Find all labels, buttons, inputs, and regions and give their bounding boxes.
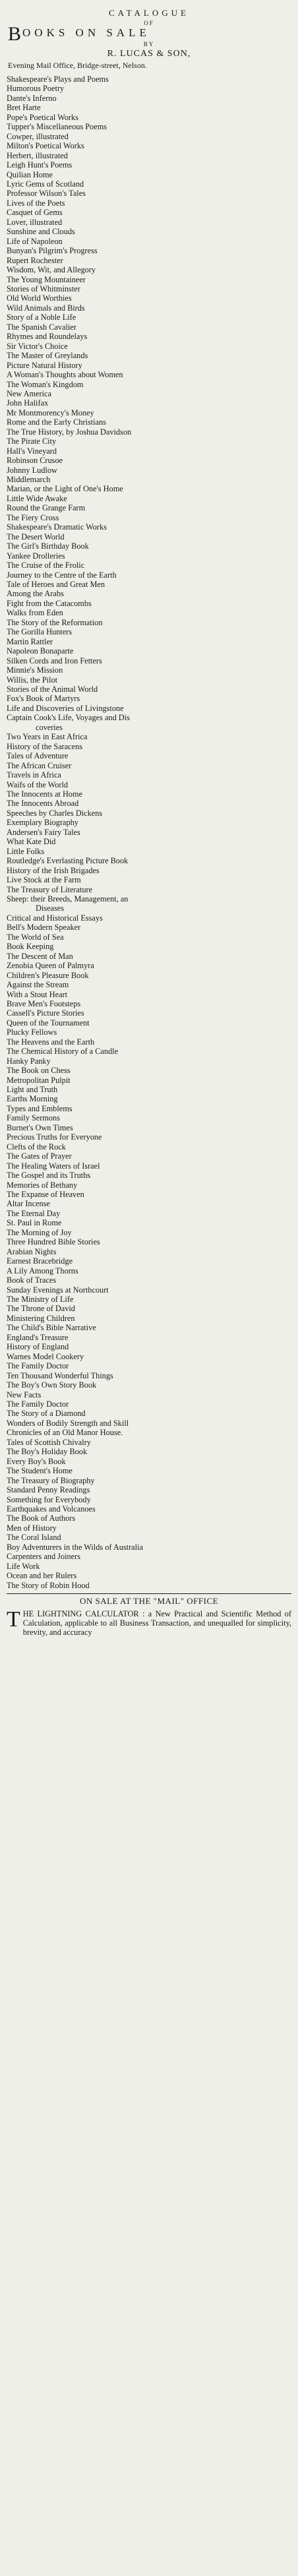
book-title: Sunday Evenings at Northcourt [7, 1285, 109, 1295]
book-title: Among the Arabs [7, 589, 64, 599]
book-title: Sheep: their Breeds, Management, an [7, 894, 129, 904]
book-title: Picture Natural History [7, 360, 82, 370]
book-title: Stories of the Animal World [7, 685, 98, 694]
book-title: Quilian Home [7, 169, 53, 179]
book-title: The Story of the Reformation [7, 617, 103, 627]
book-title: Round the Grange Farm [7, 503, 86, 513]
book-title: Robinson Crusoe [7, 456, 63, 466]
book-title: Wild Animals and Birds [7, 303, 85, 313]
book-title: A Woman's Thoughts about Women [7, 370, 123, 380]
book-title: Something for Everybody [7, 1494, 91, 1504]
book-title: Tales of Scottish Chivalry [7, 1437, 91, 1447]
book-title: Light and Truth [7, 1085, 58, 1095]
advert-text: HE LIGHTNING CALCULATOR : a New Practical and Scientific Method of Calculation, applicable to all Business Transaction, and unequalled for simplicity, brevity, and accuracy [22, 1609, 291, 1638]
book-title: Boy Adventurers in the Wilds of Australia [7, 1542, 143, 1552]
book-title: The Expanse of Heaven [7, 1190, 84, 1200]
book-title: Wisdom, Wit, and Allegory [7, 265, 96, 275]
divider-rule [7, 1593, 291, 1594]
book-title: The Young Mountaineer [7, 274, 86, 284]
book-title: History of the Saracens [7, 741, 83, 751]
book-title: Waifs of the World [7, 780, 69, 789]
book-title: A Lily Among Thorns [7, 1266, 78, 1275]
book-title: Silken Cords and Iron Fetters [7, 656, 102, 665]
book-title: The Chemical History of a Candle [7, 1047, 119, 1057]
book-title: What Kate Did [7, 837, 56, 847]
book-title: The Descent of Man [7, 951, 73, 961]
book-title: Rupert Rochester [7, 255, 63, 265]
book-title: Tupper's Miscellaneous Poems [7, 122, 107, 132]
advert-drop-cap: T [7, 1607, 20, 1632]
book-title: Rome and the Early Christians [7, 417, 106, 427]
headline-initial: B [8, 23, 23, 45]
book-title: Walks from Eden [7, 608, 63, 618]
book-title: Herbert, illustrated [7, 150, 68, 160]
book-title: England's Treasure [7, 1332, 69, 1342]
book-title: The Story of Robin Hood [7, 1580, 90, 1590]
book-title: Ten Thousand Wonderful Things [7, 1370, 113, 1380]
book-title: The Healing Waters of Israel [7, 1161, 100, 1171]
book-title: The Pirate City [7, 437, 57, 446]
book-title: The Boy's Own Story Book [7, 1380, 97, 1390]
book-list [7, 75, 291, 1590]
book-title: Rhymes and Roundelays [7, 332, 88, 342]
book-title: The True History, by Joshua Davidson [7, 427, 132, 437]
publisher-name: R. LUCAS & SON, [107, 49, 191, 59]
book-title: Milton's Poetical Works [7, 141, 84, 151]
book-title: Warnes Model Cookery [7, 1351, 84, 1361]
book-title: Lives of the Poets [7, 198, 65, 208]
book-title: Plucky Fellows [7, 1027, 57, 1037]
on-sale-heading: ON SALE AT THE "MAIL" OFFICE [79, 1596, 219, 1607]
book-title: History of England [7, 1342, 69, 1352]
book-title: The Gates of Prayer [7, 1151, 72, 1161]
book-title: Life of Napoleon [7, 236, 63, 246]
book-title: Professor Wilson's Tales [7, 189, 86, 199]
catalogue-title: CATALOGUE [109, 8, 189, 18]
book-title: Shakespeare's Plays and Poems [7, 75, 109, 84]
book-title: The Innocents at Home [7, 789, 83, 799]
book-title: Standard Penny Readings [7, 1485, 90, 1495]
book-title: Hall's Vineyard [7, 446, 57, 456]
book-title: Lover, illustrated [7, 217, 63, 227]
book-title: Minnie's Mission [7, 665, 63, 675]
book-title: With a Stout Heart [7, 989, 68, 999]
publisher-address: Evening Mail Office, Bridge-street, Nelson. [8, 61, 147, 70]
book-title: The Throne of David [7, 1304, 75, 1314]
book-title: Zenobia Queen of Palmyra [7, 961, 94, 971]
book-title: Captain Cook's Life, Voyages and Dis [7, 713, 130, 723]
book-title: Old World Worthies [7, 293, 72, 303]
book-title: Dante's Inferno [7, 93, 57, 103]
book-title: The Spanish Cavalier [7, 322, 76, 332]
book-title: The Child's Bible Narrative [7, 1323, 96, 1333]
book-title: Mr Montmorency's Money [7, 408, 94, 417]
book-title: Arabian Nights [7, 1246, 57, 1256]
book-title: Bell's Modern Speaker [7, 923, 81, 933]
book-title: The Eternal Day [7, 1208, 61, 1218]
book-title: Book Keeping [7, 942, 54, 952]
book-title: Sunshine and Clouds [7, 227, 75, 237]
book-title: The Desert World [7, 532, 65, 541]
book-title: coveries [36, 722, 63, 732]
book-title: Martin Rattler [7, 636, 53, 646]
book-title: Leigh Hunt's Poems [7, 160, 73, 170]
book-title: Casquet of Gems [7, 208, 63, 218]
book-title: The Boy's Holiday Book [7, 1447, 88, 1457]
book-title: The Book on Chess [7, 1066, 71, 1076]
book-title: Cassell's Picture Stories [7, 1008, 84, 1018]
book-title: Fox's Book of Martyrs [7, 694, 80, 704]
book-title: Ocean and her Rulers [7, 1571, 77, 1581]
book-title: Against the Stream [7, 980, 69, 990]
book-title: The World of Sea [7, 932, 64, 942]
book-title: Little Wide Awake [7, 493, 67, 503]
book-title: The Girl's Birthday Book [7, 541, 89, 551]
book-title: Speeches by Charles Dickens [7, 808, 103, 818]
book-title: Johnny Ludlow [7, 465, 57, 475]
book-title: Bret Harte [7, 103, 41, 113]
headline-rest: OOKS ON SALE [22, 26, 150, 39]
book-title: Shakespeare's Dramatic Works [7, 522, 107, 532]
book-title: New Facts [7, 1390, 42, 1399]
book-title: The Innocents Abroad [7, 799, 79, 809]
book-title: Metropolitan Pulpit [7, 1075, 71, 1085]
book-title: Humorous Poetry [7, 84, 65, 94]
book-title: The Morning of Joy [7, 1227, 72, 1237]
book-title: Diseases [36, 904, 65, 913]
book-title: Earnest Bracebridge [7, 1256, 73, 1266]
book-title: Earths Morning [7, 1094, 58, 1104]
book-title: Precious Truths for Everyone [7, 1132, 102, 1142]
book-title: The Gorilla Hunters [7, 627, 73, 637]
book-title: The Treasury of Literature [7, 884, 93, 894]
book-title: The Treasury of Biography [7, 1475, 95, 1485]
book-title: History of the Irish Brigades [7, 865, 100, 875]
book-title: The Master of Greylands [7, 351, 88, 361]
book-title: Chronicles of an Old Manor House. [7, 1428, 123, 1438]
book-title: Book of Traces [7, 1275, 57, 1285]
book-title: Hanky Panky [7, 1056, 51, 1066]
book-title: John Halifax [7, 398, 49, 408]
book-title: The Ministry of Life [7, 1295, 74, 1304]
book-title: New America [7, 388, 51, 398]
book-title: Lyric Gems of Scotland [7, 179, 84, 189]
book-title: Tales of Adventure [7, 751, 69, 761]
book-title: Critical and Historical Essays [7, 913, 103, 923]
book-title: Queen of the Tournament [7, 1018, 90, 1027]
book-title: Family Sermons [7, 1113, 60, 1123]
book-title: Ministering Children [7, 1313, 75, 1323]
book-title: The Coral Island [7, 1533, 61, 1543]
book-title: Memories of Bethany [7, 1180, 78, 1190]
book-title: Willis, the Pilot [7, 675, 58, 685]
book-title: Yankee Drolleries [7, 551, 65, 561]
book-title: The Gospel and its Truths [7, 1171, 91, 1181]
book-title: Clefts of the Rock [7, 1142, 66, 1151]
book-title: Two Years in East Africa [7, 732, 88, 742]
book-title: Story of a Noble Life [7, 313, 76, 322]
book-title: The Student's Home [7, 1466, 73, 1476]
book-title: Pope's Poetical Works [7, 112, 78, 122]
book-title: Brave Men's Footsteps [7, 998, 81, 1008]
of-word: OF [144, 20, 154, 26]
book-title: Altar Incense [7, 1199, 50, 1209]
book-title: The Story of a Diamond [7, 1409, 86, 1419]
book-title: Travels in Africa [7, 770, 61, 780]
book-title: Fight from the Catacombs [7, 598, 92, 608]
book-title: Men of History [7, 1523, 57, 1533]
book-title: Marian, or the Light of One's Home [7, 484, 123, 494]
book-title: St. Paul in Rome [7, 1218, 62, 1228]
book-title: Middlemarch [7, 475, 51, 485]
book-title: Exemplary Biography [7, 818, 78, 828]
by-word: BY [143, 41, 155, 47]
book-title: The Heavens and the Earth [7, 1037, 95, 1047]
book-title: Bunyan's Pilgrim's Progress [7, 246, 98, 256]
lightning-calculator-advert [7, 1609, 291, 1637]
book-title: Napoleon Bonaparte [7, 646, 74, 656]
book-title: Carpenters and Joiners [7, 1552, 81, 1562]
book-title: The Cruise of the Frolic [7, 561, 85, 570]
book-title: Journey to the Centre of the Earth [7, 570, 117, 580]
book-title: The Fiery Cross [7, 512, 59, 522]
book-title: Routledge's Everlasting Picture Book [7, 856, 129, 866]
book-title: Tale of Heroes and Great Men [7, 580, 105, 590]
book-title: Live Stock at the Farm [7, 875, 81, 885]
book-title: Earthquakes and Volcanoes [7, 1504, 96, 1514]
book-title: Sir Victor's Choice [7, 341, 68, 351]
book-title: Cowper, illustrated [7, 131, 69, 141]
book-title: The Book of Authors [7, 1514, 76, 1523]
book-title: The African Cruiser [7, 760, 72, 770]
book-title: Three Hundred Bible Stories [7, 1237, 100, 1247]
book-title: The Family Doctor [7, 1399, 69, 1409]
book-title: Types and Emblems [7, 1103, 73, 1113]
book-title: Burnet's Own Times [7, 1122, 73, 1132]
book-title: Children's Pleasure Book [7, 970, 89, 980]
book-title: Every Boy's Book [7, 1456, 66, 1466]
book-title: Andersen's Fairy Tales [7, 827, 80, 837]
book-title: Life Work [7, 1561, 40, 1571]
book-title: The Family Doctor [7, 1361, 69, 1371]
book-title: Life and Discoveries of Livingstone [7, 703, 124, 713]
book-title: Little Folks [7, 846, 45, 856]
book-title: Stories of Whitminster [7, 284, 80, 293]
book-title: Wonders of Bodily Strength and Skill [7, 1418, 129, 1428]
book-title: The Woman's Kingdom [7, 379, 84, 389]
